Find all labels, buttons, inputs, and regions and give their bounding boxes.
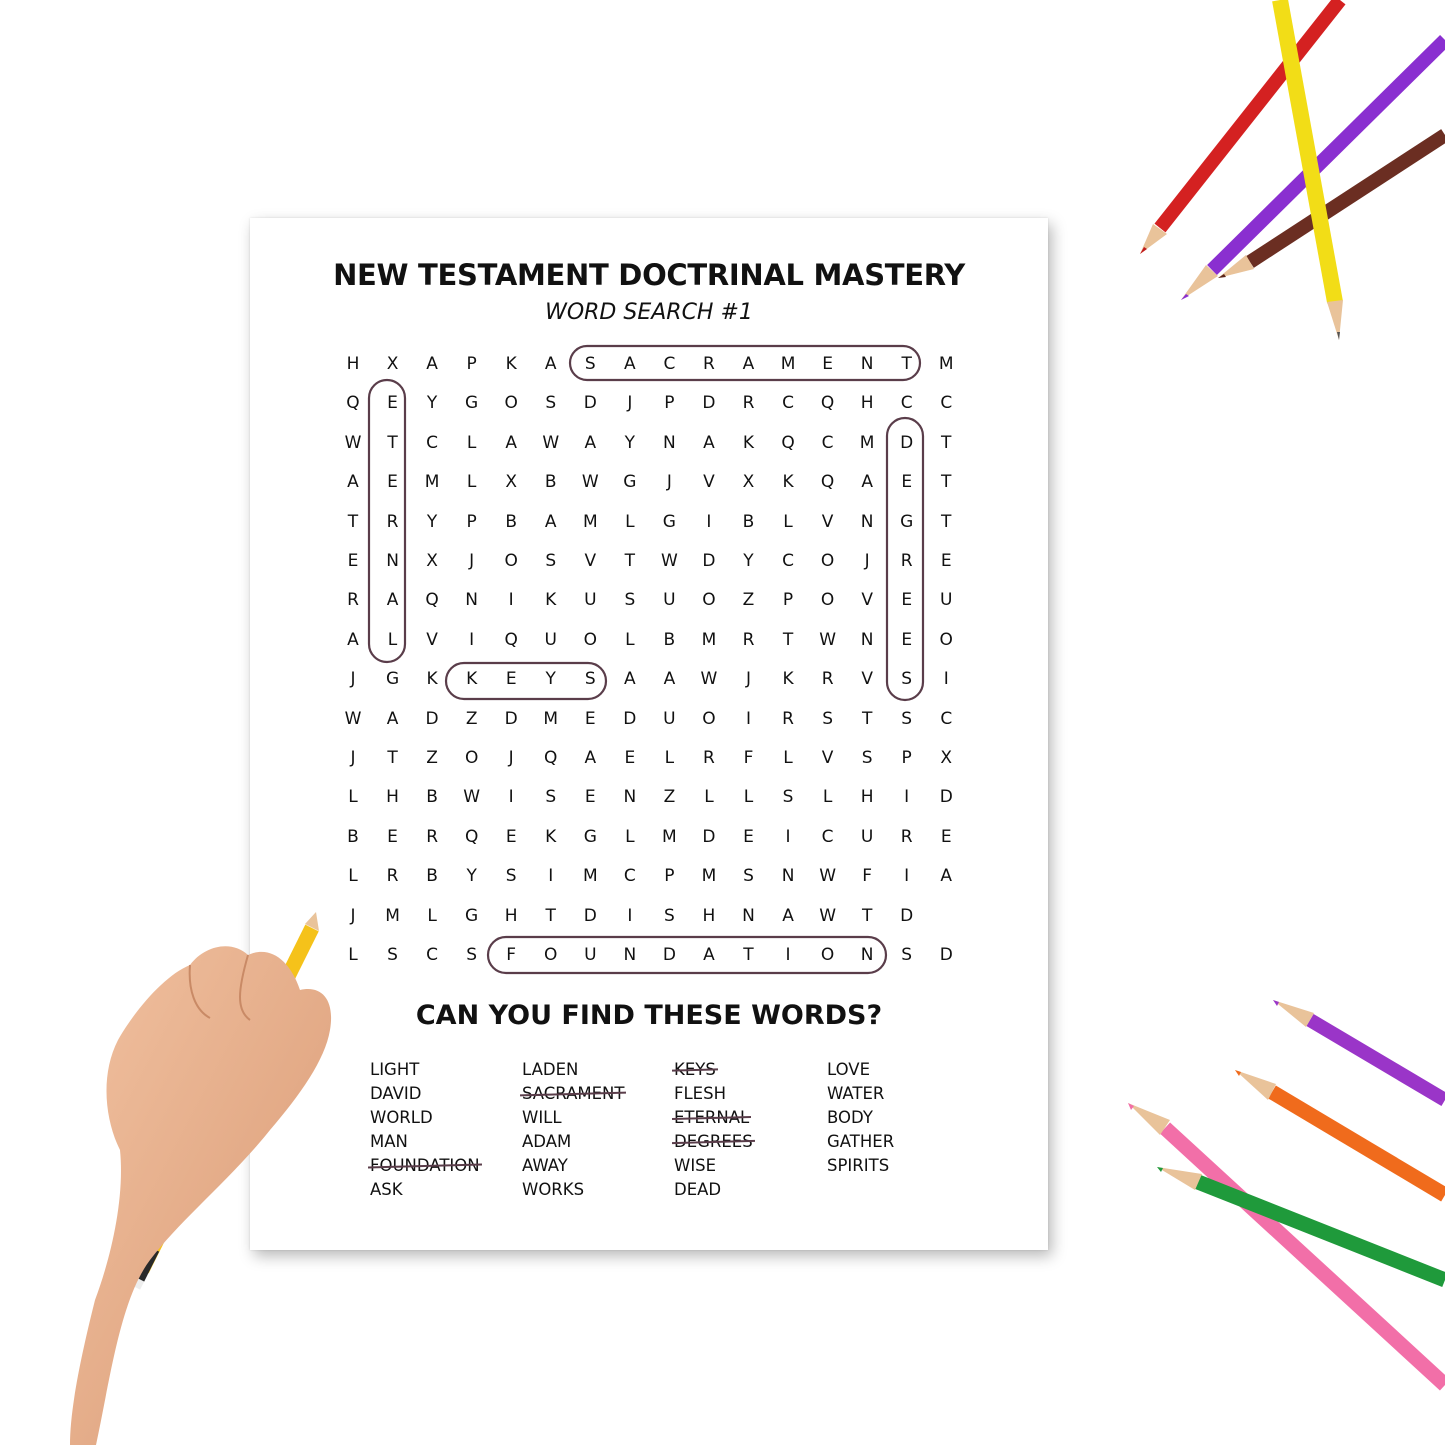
grid-letter[interactable]: F (862, 866, 873, 887)
grid-letter[interactable]: A (584, 432, 597, 453)
grid-letter[interactable]: S (861, 748, 873, 768)
grid-letter[interactable]: C (623, 866, 636, 887)
grid-letter[interactable]: S (505, 866, 517, 887)
grid-letter[interactable]: A (782, 905, 794, 926)
grid-letter[interactable]: C (821, 432, 834, 453)
grid-letter[interactable]: D (900, 905, 914, 926)
grid-letter[interactable]: K (782, 669, 794, 690)
grid-letter[interactable]: E (505, 669, 517, 690)
grid-letter[interactable]: T (347, 511, 359, 532)
grid-letter[interactable]: B (663, 629, 676, 650)
grid-letter[interactable]: M (859, 432, 875, 453)
grid-letter[interactable]: A (347, 629, 359, 650)
grid-letter[interactable]: C (426, 945, 439, 965)
word-label: WORLD (370, 1108, 433, 1127)
grid-letter[interactable]: C (782, 551, 794, 571)
grid-letter[interactable]: V (703, 472, 715, 493)
grid-letter[interactable]: J (350, 748, 356, 768)
grid-letter[interactable]: P (664, 393, 675, 414)
grid-letter[interactable]: S (584, 354, 596, 374)
grid-letter[interactable]: Z (663, 787, 676, 808)
grid-letter[interactable]: B (505, 511, 518, 532)
grid-letter[interactable]: S (901, 945, 913, 965)
grid-letter[interactable]: K (545, 590, 557, 611)
grid-letter[interactable]: E (940, 826, 952, 847)
grid-letter[interactable]: G (662, 511, 676, 532)
grid-letter[interactable]: S (545, 787, 557, 808)
grid-letter[interactable]: E (901, 629, 913, 650)
grid-letter[interactable]: V (821, 511, 834, 532)
word-label: KEYS (674, 1058, 716, 1082)
grid-letter[interactable]: M (701, 866, 717, 887)
grid-letter[interactable]: W (344, 432, 362, 453)
grid-letter[interactable]: L (348, 866, 358, 887)
grid-letter[interactable]: U (663, 590, 676, 611)
grid-letter[interactable]: W (463, 787, 481, 808)
grid-letter[interactable]: I (508, 787, 514, 808)
grid-letter[interactable]: E (901, 472, 913, 493)
grid-letter[interactable]: H (860, 393, 874, 414)
grid-letter[interactable]: D (702, 393, 716, 414)
grid-letter[interactable]: J (508, 748, 514, 768)
grid-letter[interactable]: Q (820, 393, 835, 414)
grid-letter[interactable]: L (466, 432, 477, 453)
grid-letter[interactable]: I (785, 945, 791, 965)
grid-letter[interactable]: Z (465, 708, 478, 729)
grid-letter[interactable]: R (900, 551, 913, 571)
word-label: SACRAMENT (522, 1082, 624, 1106)
grid-letter[interactable]: Z (426, 748, 438, 768)
grid-letter[interactable]: T (782, 629, 794, 650)
grid-letter[interactable]: S (387, 945, 398, 965)
grid-letter[interactable]: A (386, 590, 399, 611)
grid-letter[interactable]: Y (743, 551, 754, 571)
grid-letter[interactable]: C (900, 393, 913, 414)
grid-letter[interactable]: T (861, 905, 873, 926)
grid-letter[interactable]: G (385, 669, 400, 690)
grid-letter[interactable]: X (386, 354, 399, 374)
grid-letter[interactable]: R (900, 826, 913, 847)
grid-letter[interactable]: A (505, 432, 517, 453)
grid-letter[interactable]: O (820, 551, 835, 571)
grid-letter[interactable]: I (943, 669, 949, 690)
grid-letter[interactable]: R (426, 826, 438, 847)
grid-letter[interactable]: M (385, 905, 400, 926)
grid-letter[interactable]: O (702, 708, 716, 729)
grid-letter[interactable]: T (624, 551, 636, 571)
word-label: FLESH (674, 1084, 726, 1103)
grid-letter[interactable]: B (426, 866, 438, 887)
grid-letter[interactable]: Y (426, 511, 438, 532)
grid-letter[interactable]: I (706, 511, 712, 532)
grid-letter[interactable]: H (346, 354, 360, 374)
grid-letter[interactable]: A (544, 511, 557, 532)
grid-letter[interactable]: B (347, 826, 359, 847)
grid-letter[interactable]: N (860, 629, 874, 650)
grid-letter[interactable]: L (664, 748, 675, 768)
grid-letter[interactable]: G (623, 472, 637, 493)
grid-letter[interactable]: K (782, 472, 794, 493)
grid-letter[interactable]: U (584, 590, 597, 611)
grid-letter[interactable]: N (860, 945, 874, 965)
grid-letter[interactable]: L (625, 511, 635, 532)
grid-letter[interactable]: O (464, 748, 479, 768)
grid-letter[interactable]: N (781, 866, 795, 887)
grid-letter[interactable]: J (350, 905, 356, 926)
grid-letter[interactable]: N (623, 945, 637, 965)
grid-letter[interactable]: M (780, 354, 796, 374)
grid-letter[interactable]: I (904, 787, 910, 808)
grid-letter[interactable]: Y (426, 393, 438, 414)
grid-letter[interactable]: L (783, 511, 793, 532)
word-label: ASK (370, 1180, 403, 1199)
grid-letter[interactable]: I (548, 866, 554, 887)
grid-letter[interactable]: I (745, 708, 751, 729)
grid-letter[interactable]: L (743, 787, 754, 808)
grid-letter[interactable]: N (742, 905, 755, 926)
grid-letter[interactable]: E (347, 551, 359, 571)
grid-letter[interactable]: S (901, 708, 913, 729)
grid-letter[interactable]: A (426, 354, 438, 374)
grid-letter[interactable]: Q (504, 629, 518, 650)
grid-letter[interactable]: W (819, 629, 836, 650)
grid-letter[interactable]: A (544, 354, 557, 374)
grid-letter[interactable]: A (624, 669, 636, 690)
grid-letter[interactable]: N (860, 354, 874, 374)
worksheet-title: NEW TESTAMENT DOCTRINAL MASTERY (333, 258, 965, 292)
grid-letter[interactable]: G (465, 905, 479, 926)
grid-letter[interactable]: Q (464, 826, 479, 847)
grid-letter[interactable]: Y (545, 669, 556, 690)
grid-letter[interactable]: W (581, 472, 599, 493)
grid-letter[interactable]: A (940, 866, 953, 887)
grid-letter[interactable]: O (544, 945, 558, 965)
grid-letter[interactable]: K (466, 669, 478, 690)
grid-letter[interactable]: T (901, 354, 912, 374)
grid-letter[interactable]: U (663, 708, 676, 729)
grid-letter[interactable]: H (860, 787, 874, 808)
grid-letter[interactable]: R (821, 669, 834, 690)
word-label: LADEN (522, 1060, 579, 1079)
grid-letter[interactable]: M (701, 629, 717, 650)
word-label: WORKS (522, 1180, 585, 1199)
grid-letter[interactable]: M (543, 708, 559, 729)
grid-letter[interactable]: L (625, 826, 635, 847)
grid-letter[interactable]: D (504, 708, 518, 729)
grid-letter[interactable]: Q (425, 590, 439, 611)
word-label: AWAY (522, 1156, 568, 1175)
grid-letter[interactable]: U (544, 629, 557, 650)
grid-letter[interactable]: K (426, 669, 438, 690)
grid-letter[interactable]: F (506, 945, 517, 965)
grid-letter[interactable]: Z (742, 590, 755, 611)
grid-letter[interactable]: K (545, 826, 557, 847)
grid-letter[interactable]: H (504, 905, 518, 926)
grid-letter[interactable]: I (469, 629, 475, 650)
grid-letter[interactable]: J (469, 551, 475, 571)
grid-letter[interactable]: L (625, 629, 635, 650)
grid-letter[interactable]: S (782, 787, 794, 808)
grid-letter[interactable]: T (387, 748, 398, 768)
grid-letter[interactable]: A (386, 708, 399, 729)
grid-letter[interactable]: H (702, 905, 716, 926)
grid-letter[interactable]: N (623, 787, 637, 808)
word-label: SPIRITS (827, 1156, 890, 1175)
grid-letter[interactable]: W (700, 669, 718, 690)
hand (70, 946, 331, 1445)
grid-letter[interactable]: J (745, 669, 751, 690)
grid-letter[interactable]: S (466, 945, 478, 965)
grid-letter[interactable]: E (822, 354, 833, 374)
grid-letter[interactable]: E (624, 748, 636, 768)
word-label: ADAM (522, 1132, 572, 1151)
grid-letter[interactable]: G (900, 511, 914, 532)
grid-letter[interactable]: N (386, 551, 399, 571)
grid-letter[interactable]: U (940, 590, 953, 611)
grid-letter[interactable]: E (584, 708, 596, 729)
grid-letter[interactable]: I (904, 866, 910, 887)
word-label: DEAD (674, 1180, 722, 1199)
grid-letter[interactable]: G (465, 393, 479, 414)
grid-letter[interactable]: L (427, 905, 437, 926)
grid-letter[interactable]: M (938, 354, 954, 374)
grid-letter[interactable]: W (344, 708, 362, 729)
grid-letter[interactable]: E (387, 393, 398, 414)
grid-letter[interactable]: Q (781, 432, 795, 453)
grid-letter[interactable]: X (940, 748, 953, 768)
grid-letter[interactable]: G (583, 826, 597, 847)
grid-letter[interactable]: A (347, 472, 359, 493)
grid-letter[interactable]: E (387, 472, 398, 493)
word-label: WILL (522, 1108, 562, 1127)
grid-letter[interactable]: C (426, 432, 439, 453)
grid-letter[interactable]: O (820, 945, 835, 965)
grid-letter[interactable]: R (703, 748, 715, 768)
grid-letter[interactable]: E (940, 551, 952, 571)
grid-letter[interactable]: M (662, 826, 677, 847)
grid-letter[interactable]: K (505, 354, 517, 374)
grid-letter[interactable]: S (584, 669, 596, 690)
grid-letter[interactable]: B (426, 787, 438, 808)
grid-letter[interactable]: J (627, 393, 633, 414)
word-label: BODY (827, 1108, 873, 1127)
grid-letter[interactable]: D (939, 945, 953, 965)
grid-letter[interactable]: C (663, 354, 676, 374)
grid-letter[interactable]: T (545, 905, 556, 926)
grid-letter[interactable]: W (819, 866, 836, 887)
grid-letter[interactable]: K (742, 432, 755, 453)
grid-letter[interactable]: C (782, 393, 794, 414)
grid-letter[interactable]: V (426, 629, 438, 650)
grid-letter[interactable]: V (861, 669, 873, 690)
grid-letter[interactable]: S (822, 708, 833, 729)
grid-letter[interactable]: A (703, 945, 715, 965)
word-label: DAVID (370, 1084, 422, 1103)
grid-letter[interactable]: I (508, 590, 514, 611)
grid-letter[interactable]: W (819, 905, 836, 926)
grid-letter[interactable]: S (901, 669, 913, 690)
grid-letter[interactable]: D (425, 708, 439, 729)
grid-letter[interactable]: O (702, 590, 716, 611)
grid-letter[interactable]: T (743, 945, 754, 965)
grid-letter[interactable]: L (822, 787, 833, 808)
grid-letter[interactable]: W (542, 432, 560, 453)
grid-letter[interactable]: S (663, 905, 675, 926)
grid-letter[interactable]: J (666, 472, 672, 493)
grid-letter[interactable]: B (742, 511, 755, 532)
grid-letter[interactable]: R (386, 511, 399, 532)
word-label: LOVE (827, 1060, 871, 1079)
grid-letter[interactable]: M (582, 866, 598, 887)
grid-letter[interactable]: A (663, 669, 676, 690)
grid-letter[interactable]: A (861, 472, 873, 493)
grid-letter[interactable]: J (864, 551, 870, 571)
grid-letter[interactable]: A (584, 748, 597, 768)
grid-letter[interactable]: O (504, 551, 518, 571)
word-label: ETERNAL (674, 1106, 749, 1130)
grid-letter[interactable]: D (702, 826, 716, 847)
grid-letter[interactable]: O (820, 590, 835, 611)
grid-letter[interactable]: T (941, 511, 952, 532)
grid-letter[interactable]: P (466, 511, 477, 532)
grid-letter[interactable]: X (742, 472, 755, 493)
word-label: MAN (370, 1132, 408, 1151)
grid-letter[interactable]: D (583, 905, 597, 926)
grid-letter[interactable]: N (860, 511, 874, 532)
grid-letter[interactable]: A (624, 354, 636, 374)
grid-letter[interactable]: A (703, 432, 715, 453)
grid-letter[interactable]: R (386, 866, 399, 887)
grid-letter[interactable]: U (584, 945, 597, 965)
grid-letter[interactable]: S (545, 393, 557, 414)
grid-letter[interactable]: M (424, 472, 440, 493)
grid-letter[interactable]: T (941, 432, 952, 453)
grid-letter[interactable]: D (662, 945, 676, 965)
grid-letter[interactable]: S (624, 590, 636, 611)
grid-letter[interactable]: O (504, 393, 518, 414)
grid-letter[interactable]: O (939, 629, 953, 650)
grid-letter[interactable]: L (704, 787, 714, 808)
grid-letter[interactable]: A (742, 354, 755, 374)
grid-letter[interactable]: R (742, 393, 755, 414)
grid-letter[interactable]: I (627, 905, 633, 926)
grid-letter[interactable]: M (582, 511, 598, 532)
grid-letter[interactable]: N (663, 432, 676, 453)
grid-letter[interactable]: F (743, 748, 754, 768)
grid-letter[interactable]: T (941, 472, 952, 493)
grid-letter[interactable]: I (785, 826, 791, 847)
grid-letter[interactable]: S (743, 866, 754, 887)
word-label: LIGHT (370, 1060, 420, 1079)
grid-letter[interactable]: E (901, 590, 913, 611)
grid-letter[interactable]: T (387, 432, 398, 453)
word-label: GATHER (827, 1132, 895, 1151)
grid-letter[interactable]: C (940, 393, 953, 414)
grid-letter[interactable]: C (940, 708, 953, 729)
grid-letter[interactable]: V (821, 748, 834, 768)
word-label: WISE (674, 1156, 717, 1175)
grid-letter[interactable]: E (387, 826, 398, 847)
grid-letter[interactable]: U (860, 826, 874, 847)
word-label: FOUNDATION (370, 1154, 480, 1178)
grid-letter[interactable]: L (348, 945, 358, 965)
grid-letter[interactable]: D (583, 393, 597, 414)
word-label: DEGREES (674, 1130, 753, 1154)
grid-letter[interactable]: Q (346, 393, 360, 414)
grid-letter[interactable]: P (664, 866, 675, 887)
grid-letter[interactable]: Q (544, 748, 558, 768)
grid-letter[interactable]: Y (624, 432, 636, 453)
grid-letter[interactable]: L (387, 629, 398, 650)
grid-letter[interactable]: Y (466, 866, 477, 887)
grid-letter[interactable]: L (348, 787, 358, 808)
grid-letter[interactable]: L (783, 748, 793, 768)
grid-letter[interactable]: B (544, 472, 557, 493)
grid-letter[interactable]: E (743, 826, 754, 847)
grid-letter[interactable]: P (782, 590, 794, 611)
grid-letter[interactable]: V (861, 590, 873, 611)
grid-letter[interactable]: D (939, 787, 953, 808)
grid-letter[interactable]: D (702, 551, 716, 571)
grid-letter[interactable]: R (347, 590, 359, 611)
word-label: WATER (827, 1084, 885, 1103)
grid-letter[interactable]: H (386, 787, 399, 808)
grid-letter[interactable]: L (466, 472, 477, 493)
grid-letter[interactable]: R (742, 629, 755, 650)
worksheet-subtitle: WORD SEARCH #1 (545, 300, 753, 325)
grid-letter[interactable]: P (901, 748, 912, 768)
grid-letter[interactable]: P (466, 354, 477, 374)
grid-letter[interactable]: J (350, 669, 356, 690)
grid-letter[interactable]: T (861, 708, 873, 729)
grid-letter[interactable]: D (623, 708, 637, 729)
grid-letter[interactable]: X (426, 551, 438, 571)
grid-letter[interactable]: E (505, 826, 517, 847)
grid-letter[interactable]: W (660, 551, 678, 571)
grid-letter[interactable]: N (465, 590, 478, 611)
grid-letter[interactable]: R (782, 708, 794, 729)
grid-letter[interactable]: E (584, 787, 596, 808)
grid-letter[interactable]: O (583, 629, 597, 650)
grid-letter[interactable]: X (505, 472, 518, 493)
grid-letter[interactable]: V (584, 551, 597, 571)
grid-letter[interactable]: Q (820, 472, 835, 493)
grid-letter[interactable]: C (821, 826, 834, 847)
grid-letter[interactable]: S (545, 551, 557, 571)
grid-letter[interactable]: D (900, 432, 914, 453)
grid-letter[interactable]: R (703, 354, 715, 374)
word-list-heading: CAN YOU FIND THESE WORDS? (415, 1000, 883, 1031)
